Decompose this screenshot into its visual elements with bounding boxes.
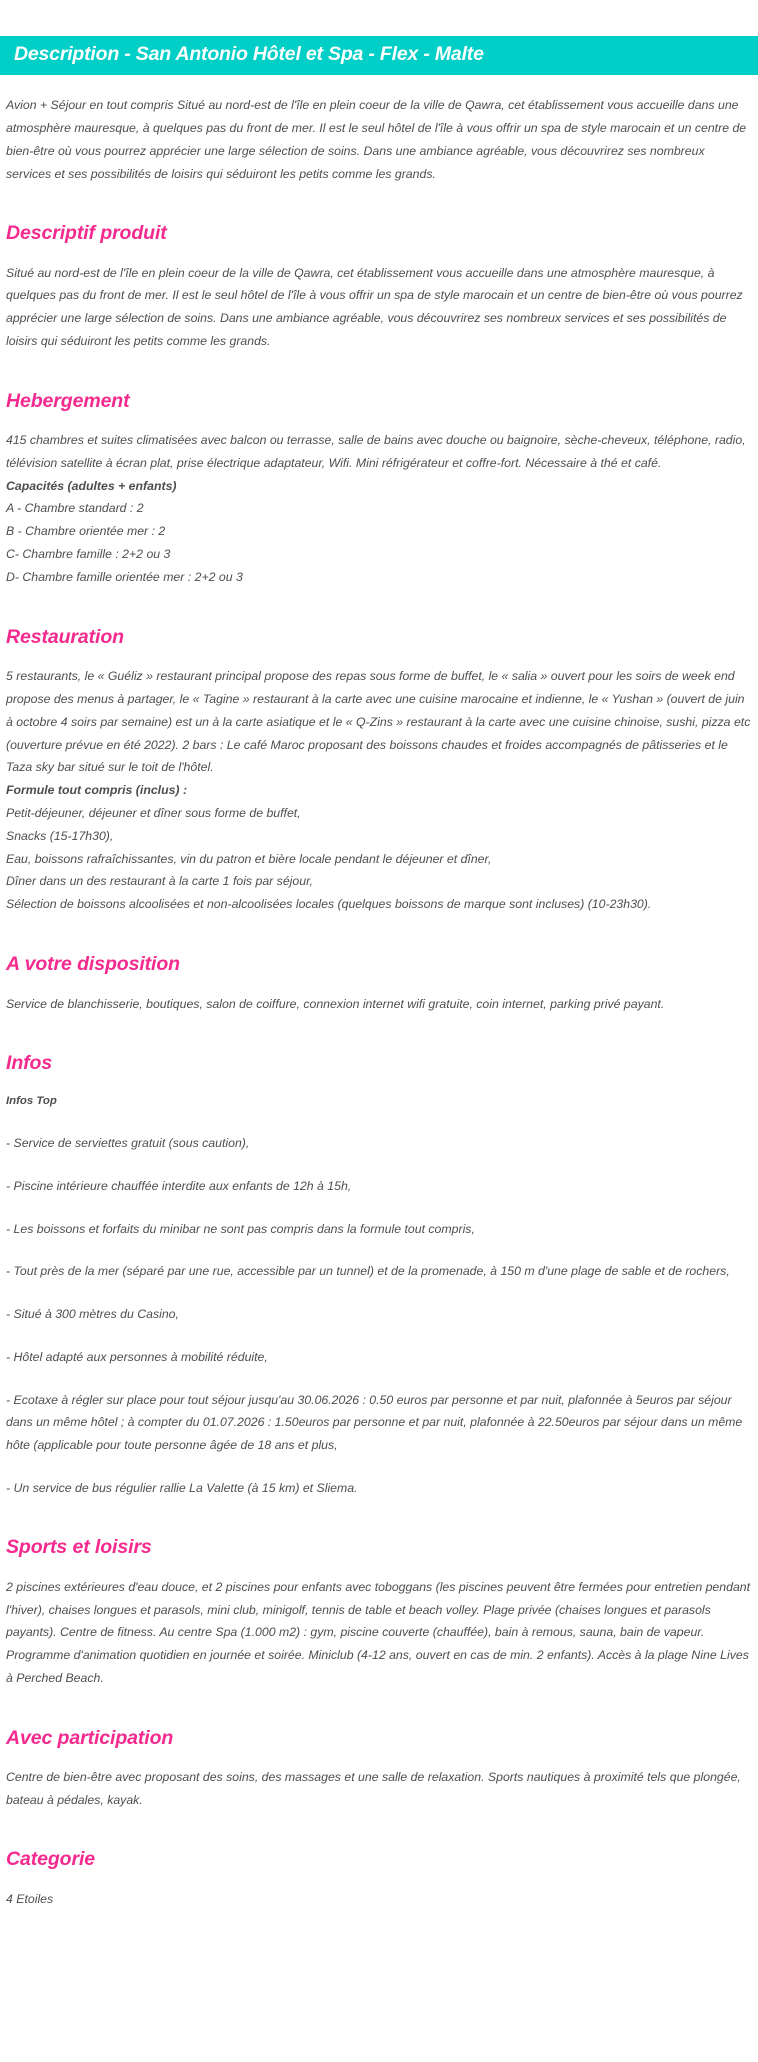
capacites-label: Capacités (adultes + enfants) xyxy=(6,478,177,493)
page-title: Description - San Antonio Hôtel et Spa - Flex - Malte xyxy=(14,43,484,65)
infos-item: - Piscine intérieure chauffée interdite aux enfants de 12h à 15h, xyxy=(6,1178,352,1193)
section-avec-participation xyxy=(6,1727,752,1812)
infos-item: - Un service de bus régulier rallie La Valette (à 15 km) et Sliema. xyxy=(6,1480,358,1495)
infos-item: - Hôtel adapté aux personnes à mobilité réduite, xyxy=(6,1349,268,1364)
section-body-categorie: 4 Etoiles xyxy=(6,1891,54,1906)
infos-list xyxy=(6,1132,752,1499)
section-restauration xyxy=(6,626,752,916)
bottom-spacer xyxy=(6,1911,752,1933)
section-a-votre-disposition xyxy=(6,953,752,1015)
section-title-infos: Infos xyxy=(6,1052,53,1075)
capacite-item: D- Chambre famille orientée mer : 2+2 ou 3 xyxy=(6,570,243,585)
section-body-avec-participation: Centre de bien-être avec proposant des soins, des massages et une salle de relaxation. Sports nautiques à proximité tels que plongée, bateau à pédales, kayak. xyxy=(6,1769,741,1807)
infos-item: - Les boissons et forfaits du minibar ne sont pas compris dans la formule tout compris, xyxy=(6,1221,475,1236)
capacite-item: B - Chambre orientée mer : 2 xyxy=(6,524,166,539)
section-body-descriptif-produit: Situé au nord-est de l'île en plein coeur de la ville de Qawra, cet établissement vous accueille dans une atmosphère mauresque, à quelques pas du front de mer. Il est le seul hôtel de l'île à vous offrir un spa de style marocain et un centre de bien-être où vous pourrez apprécier une large sélection de soins. Dans une ambiance agréable, vous découvrirez ses nombreux services et ses possibilités de loisirs qui séduiront les petits comme les grands. xyxy=(6,265,743,348)
section-title-hebergement: Hebergement xyxy=(6,389,130,412)
infos-subhead: Infos Top xyxy=(6,1094,57,1107)
formule-label: Formule tout compris (inclus) : xyxy=(6,782,188,797)
infos-item: - Ecotaxe à régler sur place pour tout séjour jusqu'au 30.06.2026 : 0.50 euros par personne et par nuit, plafonnée à 5euros par séjour dans un même hôtel ; à compter du 01.07.2026 : 1.50euros par personne et par nuit, plafonnée à 22.50euros par séjour dans un même hôte (applicable pour toute personne âgée de 18 ans et plus, xyxy=(6,1392,743,1452)
infos-item: - Tout près de la mer (séparé par une rue, accessible par un tunnel) et de la promenade, à 150 m d'une plage de sable et de rochers, xyxy=(6,1264,730,1279)
section-body-a-votre-disposition: Service de blanchisserie, boutiques, salon de coiffure, connexion internet wifi gratuite, coin internet, parking privé payant. xyxy=(6,996,665,1011)
product-description-page xyxy=(0,36,758,1933)
section-infos xyxy=(6,1052,752,1499)
capacite-item: C- Chambre famille : 2+2 ou 3 xyxy=(6,547,171,562)
page-header-bar xyxy=(0,36,758,75)
section-body-sports-et-loisirs: 2 piscines extérieures d'eau douce, et 2 piscines pour enfants avec toboggans (les piscines peuvent être fermées pour entretien pendant l'hiver), chaises longues et parasols, mini club, minigolf, tennis de table et beach volley. Plage privée (chaises longues et parasols payants). Centre de fitness. Au centre Spa (1.000 m2) : gym, piscine couverte (chauffée), bain à remous, sauna, bain de vapeur. Programme d'animation quotidien en journée et soirée. Miniclub (4-12 ans, ouvert en cas de min. 2 enfants). Accès à la plage Nine Lives à Perched Beach. xyxy=(6,1579,751,1685)
section-body-restauration: 5 restaurants, le « Guéliz » restaurant principal propose des repas sous forme de buffet, le « salia » ouvert pour les soirs de week end propose des menus à partager, le « Tagine » restaurant à la carte avec une cuisine marocaine et indienne, le « Yushan » (ouvert de juin à octobre 4 soirs par semaine) est un à la carte asiatique et le « Q-Zins » restaurant à la carte avec une cuisine chinoise, sushi, pizza etc (ouverture prévue en été 2022). 2 bars : Le café Maroc proposant des boissons chaudes et froides accompagnés de pâtisseries et le Taza sky bar situé sur le toit de l'hôtel. xyxy=(6,669,751,775)
intro-paragraph: Avion + Séjour en tout compris Situé au nord-est de l'île en plein coeur de la ville de Qawra, cet établissement vous accueille dans une atmosphère mauresque, à quelques pas du front de mer. Il est le seul hôtel de l'île à vous offrir un spa de style marocain et un centre de bien-être où vous pourrez apprécier une large sélection de soins. Dans une ambiance agréable, vous découvrirez ses nombreux services et ses possibilités de loisirs qui séduiront les petits comme les grands. xyxy=(6,98,747,181)
section-hebergement xyxy=(6,390,752,589)
section-descriptif-produit xyxy=(6,222,752,352)
formule-item: Dîner dans un des restaurant à la carte 1 fois par séjour, xyxy=(6,874,313,889)
formule-list xyxy=(6,779,752,916)
formule-item: Sélection de boissons alcoolisées et non-alcoolisées locales (quelques boissons de marque sont incluses) (10-23h30). xyxy=(6,897,652,912)
section-sports-et-loisirs xyxy=(6,1536,752,1689)
section-title-descriptif-produit: Descriptif produit xyxy=(6,222,167,245)
section-title-sports-et-loisirs: Sports et loisirs xyxy=(6,1536,152,1559)
section-title-a-votre-disposition: A votre disposition xyxy=(6,953,180,976)
section-body-hebergement: 415 chambres et suites climatisées avec balcon ou terrasse, salle de bains avec douche ou baignoire, sèche-cheveux, téléphone, radio, télévision satellite à écran plat, prise électrique adaptateur, Wifi. Mini réfrigérateur et coffre-fort. Nécessaire à thé et café. xyxy=(6,433,746,470)
formule-item: Eau, boissons rafraîchissantes, vin du patron et bière locale pendant le déjeuner et dîner, xyxy=(6,851,492,866)
section-categorie xyxy=(6,1848,752,1910)
section-title-avec-participation: Avec participation xyxy=(6,1726,174,1749)
infos-item: - Service de serviettes gratuit (sous caution), xyxy=(6,1136,250,1151)
section-title-categorie: Categorie xyxy=(6,1848,96,1871)
infos-item: - Situé à 300 mètres du Casino, xyxy=(6,1307,179,1322)
formule-item: Snacks (15-17h30), xyxy=(6,828,114,843)
formule-item: Petit-déjeuner, déjeuner et dîner sous forme de buffet, xyxy=(6,805,301,820)
section-title-restauration: Restauration xyxy=(6,625,124,648)
capacite-item: A - Chambre standard : 2 xyxy=(6,501,144,516)
capacites-list xyxy=(6,475,752,589)
page-content xyxy=(0,94,758,1932)
